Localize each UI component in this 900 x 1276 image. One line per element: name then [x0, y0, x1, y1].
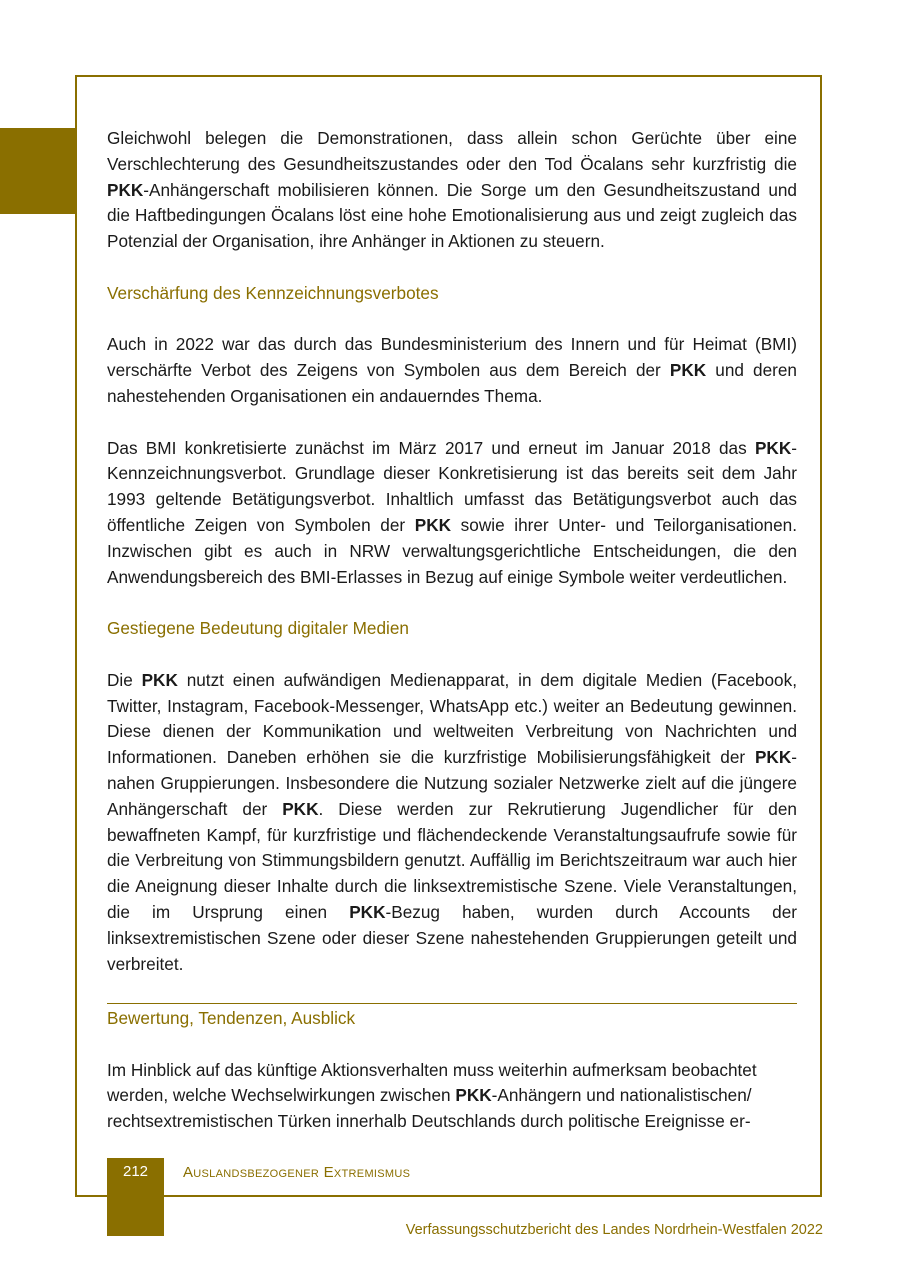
- paragraph-1: Gleichwohl belegen die Demonstrationen, dass allein schon Gerüchte über eine Verschlechterung des Gesundheitszustandes oder den Tod Öcalans sehr kurzfristig die PKK-Anhängerschaft mobilisieren können. Die Sorge um den Gesundheitszustand und die Haftbedingungen Öcalans löst eine hohe Emotionalisierung aus und zeigt zugleich das Potenzial der Organisation, ihre Anhänger in Aktionen zu steuern.: [107, 128, 797, 252]
- page-number-box: [107, 1158, 164, 1236]
- running-header-section-title: Auslandsbezogener Extremismus: [183, 1164, 411, 1181]
- paragraph-4: Die PKK nutzt einen aufwändigen Medienapparat, in dem digitale Medien (Facebook, Twitter, Instagram, Facebook-Messenger, WhatsApp etc.) weiter an Bedeutung gewinnen. Diese dienen der Kommunikation und weltweiten Verbreitung von Nachrichten und Informationen. Daneben erhöhen sie die kurzfristige Mobilisierungsfähigkeit der PKK-nahen Gruppierungen. Insbesondere die Nutzung sozialer Netzwerke zielt auf die jüngere Anhängerschaft der PKK. Diese werden zur Rekrutierung Jugendlicher für den bewaffneten Kampf, für kurzfristige und flächendeckende Veranstaltungsaufrufe sowie für die Verbreitung von Stimmungsbildern genutzt. Auffällig im Berichtszeitraum war auch hier die Aneignung dieser Inhalte durch die linksextremistische Szene. Viele Veranstaltungen, die im Ursprung einen PKK-Bezug haben, wurden durch Accounts der linksextremistischen Szene oder dieser Szene nahestehenden Gruppierungen geteilt und verbreitet.: [107, 669, 797, 974]
- section-heading-digitale-medien: Gestiegene Bedeutung digitaler Medien: [107, 618, 409, 639]
- page-number: 212: [122, 1163, 149, 1180]
- bold-pkk: PKK: [669, 360, 707, 381]
- bold-pkk: PKK: [414, 514, 452, 535]
- chapter-tab-marker: [0, 128, 76, 214]
- bold-pkk: PKK: [349, 901, 386, 922]
- paragraph-3: Das BMI konkretisierte zunächst im März 2017 und erneut im Januar 2018 das PKK-Kennzeichnungsverbot. Grundlage dieser Konkretisierung ist das bereits seit dem Jahr 1993 geltende Betätigungsverbot. Inhaltlich umfasst das Betätigungsverbot auch das öffentliche Zeigen von Symbolen der PKK sowie ihrer Unter- und Teilorganisationen. Inzwischen gibt es auch in NRW verwaltungsgerichtliche Entscheidungen, die den Anwendungsbereich des BMI-Erlasses in Bezug auf einige Symbole weiter verdeutlichen.: [107, 437, 797, 587]
- paragraph-5: Im Hinblick auf das künftige Aktionsverhalten muss weiterhin aufmerksam beobachtet werden, welche Wechselwirkungen zwischen PKK-Anhängern und nationalistischen/ rechtsextremistischen Türken innerhalb Deutschlands durch politische Ereignisse er-: [107, 1059, 757, 1132]
- bold-pkk: PKK: [141, 669, 178, 690]
- publication-footer: Verfassungsschutzbericht des Landes Nordrhein-Westfalen 2022: [405, 1222, 823, 1238]
- bold-pkk: PKK: [754, 437, 792, 458]
- paragraph-2: Auch in 2022 war das durch das Bundesministerium des Innern und für Heimat (BMI) verschärfte Verbot des Zeigens von Symbolen aus dem Bereich der PKK und deren nahestehenden Organisationen ein andauerndes Thema.: [107, 334, 797, 406]
- bold-pkk: PKK: [282, 798, 319, 819]
- bold-pkk: PKK: [754, 747, 792, 768]
- bold-pkk: PKK: [455, 1085, 492, 1106]
- section-heading-bewertung: Bewertung, Tendenzen, Ausblick: [107, 1008, 356, 1029]
- body-text: [107, 126, 797, 1135]
- section-heading-kennzeichnungsverbot: Verschärfung des Kennzeichnungsverbotes: [107, 282, 439, 303]
- section-divider: [107, 1003, 797, 1004]
- bold-pkk: PKK: [107, 179, 144, 200]
